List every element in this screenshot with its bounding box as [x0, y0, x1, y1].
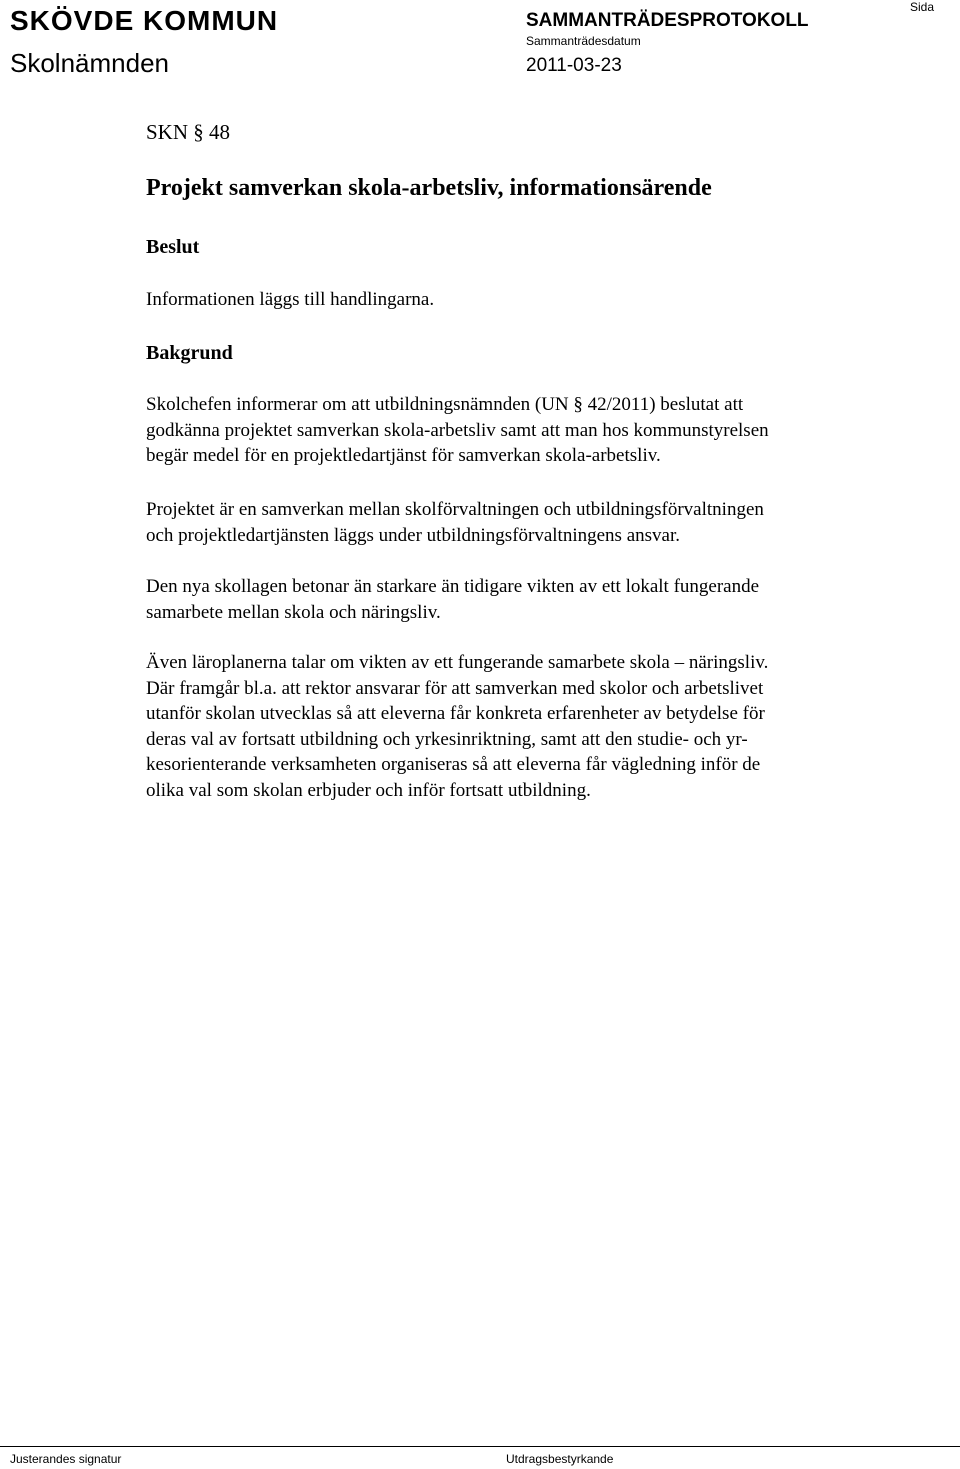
page-label: Sida	[910, 0, 935, 14]
background-paragraph-4	[146, 650, 936, 803]
paragraph-line: Även läroplanerna talar om vikten av ett fungerande samarbete skola – näringsliv.	[146, 652, 769, 673]
background-paragraph-1	[146, 392, 936, 469]
committee-name: Skolnämnden	[10, 48, 169, 78]
paragraph-line: samarbete mellan skola och näringsliv.	[146, 601, 441, 623]
page-footer	[0, 1446, 960, 1469]
decision-line: Informationen läggs till handlingarna.	[146, 289, 435, 310]
paragraph-line: begär medel för en projektledartjänst för samverkan skola-arbetsliv.	[146, 445, 661, 466]
document-type: SAMMANTRÄDESPROTOKOLL	[526, 10, 809, 31]
meeting-date: 2011-03-23	[526, 55, 622, 76]
background-paragraph-2	[146, 497, 936, 548]
paragraph-line: utanför skolan utvecklas så att eleverna får konkreta erfarenheter av betydelse för	[146, 703, 765, 724]
paragraph-line: Projektet är en samverkan mellan skolförvaltningen och utbildningsförvaltningen	[146, 499, 764, 520]
section-number: SKN § 48	[146, 120, 231, 144]
paragraph-line: olika val som skolan erbjuder och inför fortsatt utbildning.	[146, 779, 591, 801]
paragraph-line: Skolchefen informerar om att utbildningsnämnden (UN § 42/2011) beslutat att	[146, 394, 744, 415]
organization-logo: SKÖVDE KOMMUN	[10, 5, 279, 36]
paragraph-line: deras val av fortsatt utbildning och yrkesinriktning, samt att den studie- och yr-	[146, 728, 748, 750]
signature-label: Justerandes signatur	[10, 1452, 122, 1466]
paragraph-line: och projektledartjänsten läggs under utbildningsförvaltningens ansvar.	[146, 524, 680, 546]
paragraph-line: Där framgår bl.a. att rektor ansvarar för att samverkan med skolor och arbetslivet	[146, 677, 764, 699]
section-title: Projekt samverkan skola-arbetsliv, informationsärende	[146, 175, 712, 201]
meeting-date-label: Sammanträdesdatum	[526, 34, 641, 48]
paragraph-line: Den nya skollagen betonar än starkare än tidigare vikten av ett lokalt fungerande	[146, 576, 760, 597]
background-heading: Bakgrund	[146, 342, 233, 364]
decision-heading: Beslut	[146, 236, 200, 258]
decision-text	[146, 287, 936, 313]
paragraph-line: godkänna projektet samverkan skola-arbetsliv samt att man hos kommunstyrelsen	[146, 419, 769, 441]
paragraph-line: kesorienterande verksamheten organiseras så att eleverna får vägledning inför de	[146, 754, 761, 775]
background-paragraph-3	[146, 574, 936, 625]
certification-label: Utdragsbestyrkande	[506, 1452, 614, 1466]
